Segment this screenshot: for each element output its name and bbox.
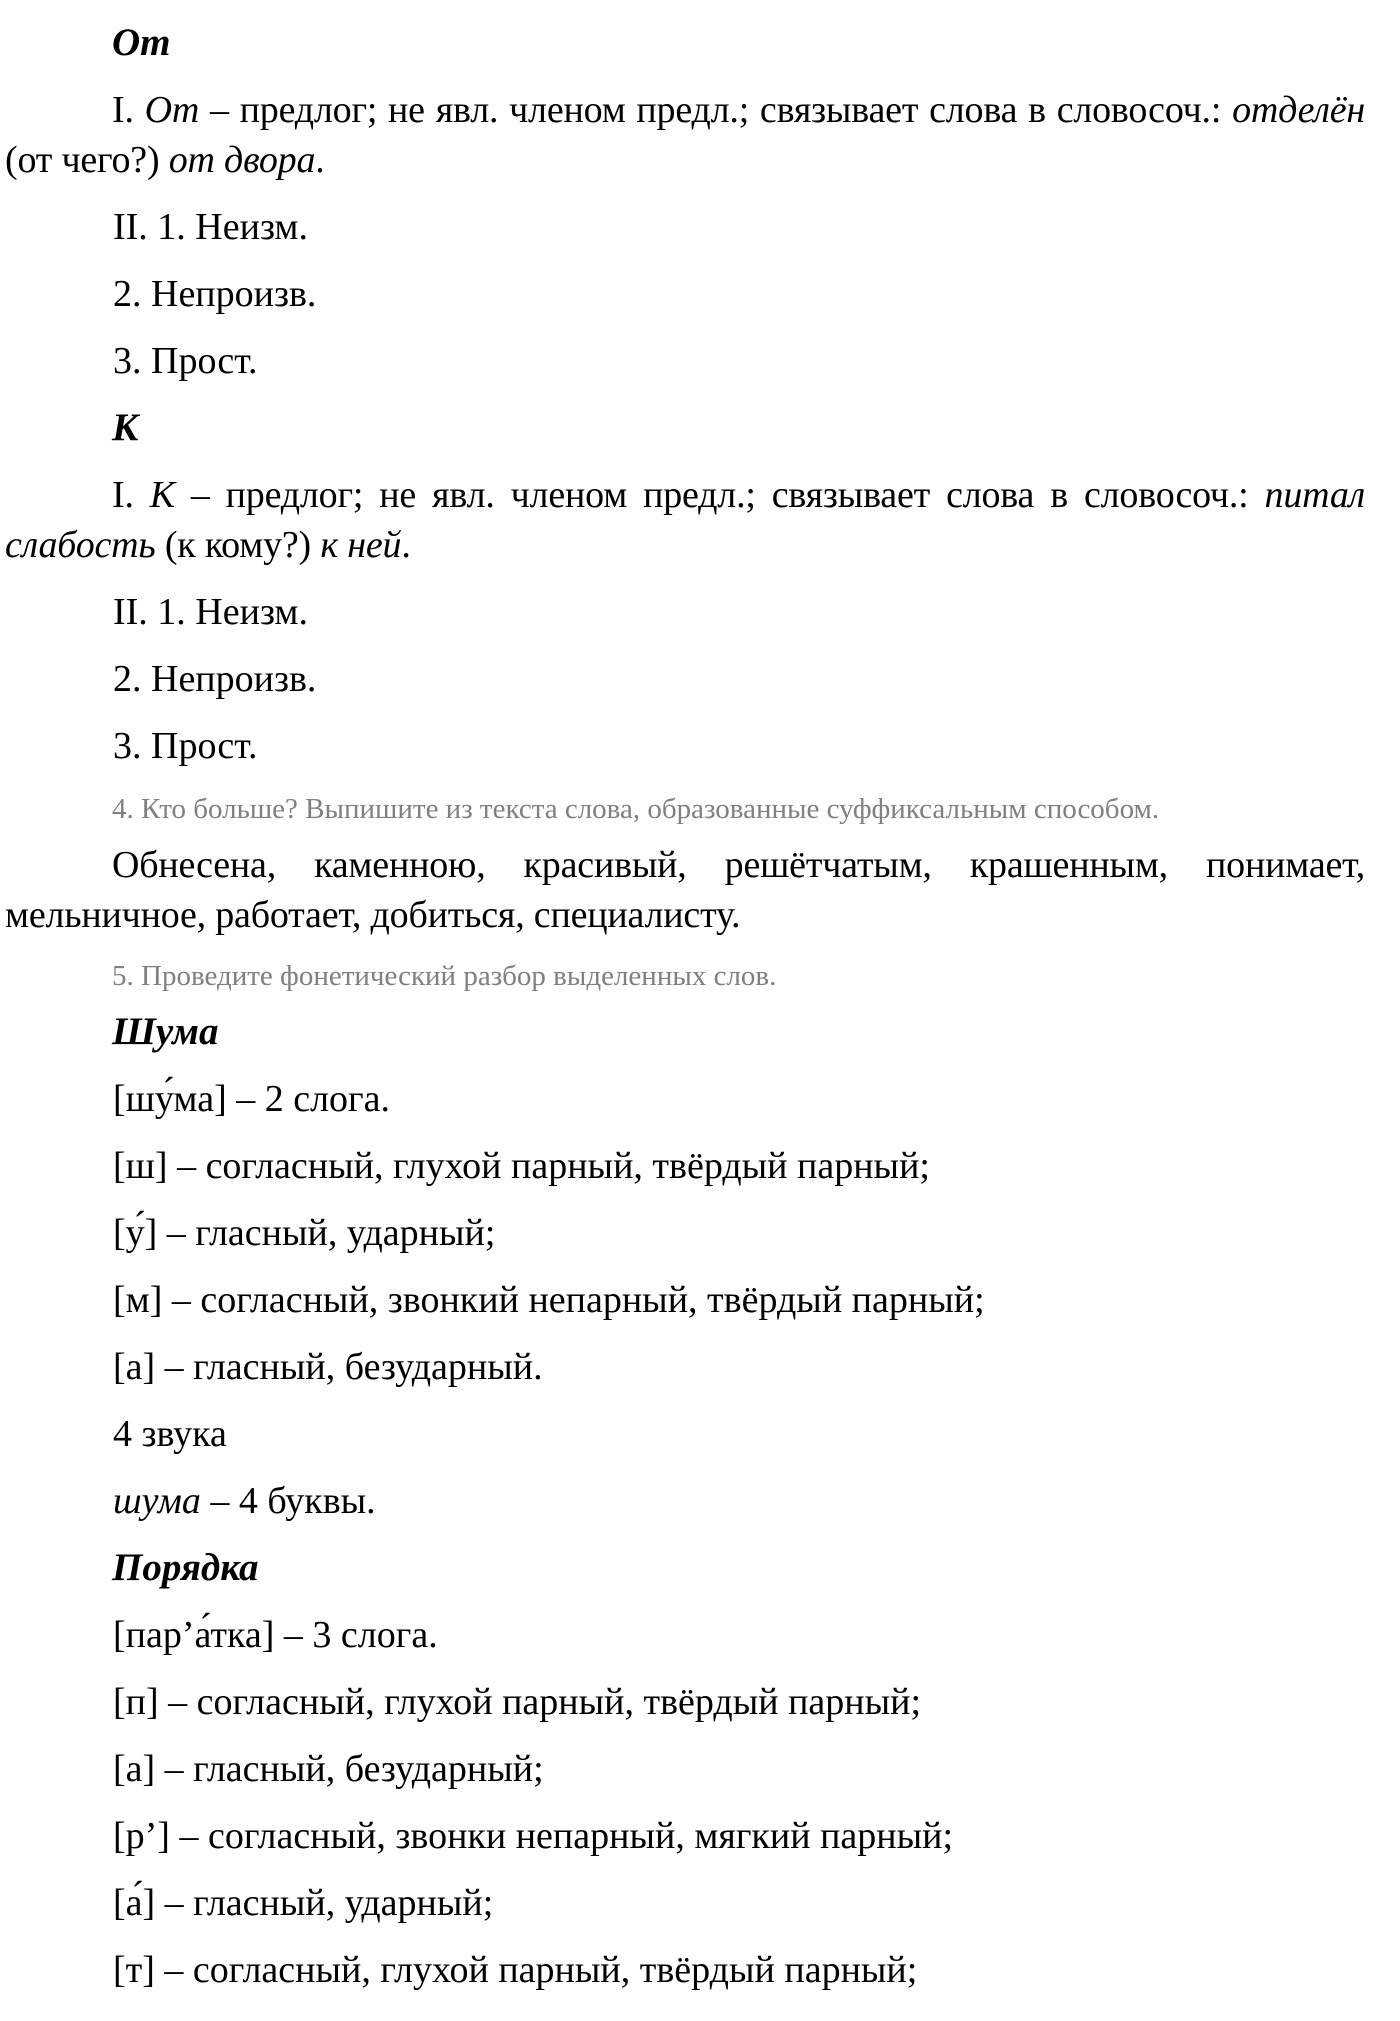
k-feature-2: 2. Непроизв. [113,658,317,700]
poryadka-line: [а́] – гласный, ударный; [113,1882,494,1924]
k-question: (к кому?) [155,524,321,566]
heading-k: К [112,406,139,449]
ot-feature-3: 3. Прост. [113,340,258,382]
heading-shuma: Шума [112,1010,219,1053]
ot-feature-2: 2. Непроизв. [113,273,317,315]
shuma-letter-count [5,1476,1365,1526]
ot-word: От [144,89,200,131]
k-example-1: питал слабость [5,474,1365,566]
k-word: К [149,474,175,516]
k-example-2: к ней [320,524,402,566]
shuma-line: [ш] – согласный, глухой парный, твёрдый парный; [113,1145,930,1187]
k-feature-3: 3. Прост. [113,725,258,767]
shuma-word: шума [113,1480,201,1522]
ot-example-1: отделён [1232,89,1366,131]
ot-text: – предлог; не явл. членом предл.; связывает слова в словосоч.: [199,89,1233,131]
k-feature-1: II. 1. Неизм. [113,591,308,633]
shuma-line: [у́] – гласный, ударный; [113,1212,496,1254]
poryadka-line: [т] – согласный, глухой парный, твёрдый парный; [113,1949,918,1991]
poryadka-line: [а] – гласный, безударный; [113,1748,544,1790]
poryadka-line: [п] – согласный, глухой парный, твёрдый парный; [113,1681,922,1723]
shuma-letters-text: – 4 буквы. [200,1480,376,1522]
ot-question: (от чего?) [5,139,169,181]
k-period: . [401,524,411,566]
document-page [5,18,1365,2012]
k-roman-numeral: I. [112,474,150,516]
heading-ot: От [112,21,171,64]
task-4-answer: Обнесена, каменною, красивый, решётчатым, крашенным, понимает, мельничное, работает, добиться, специалисту. [5,844,1365,936]
shuma-line: [шу́ма] – 2 слога. [113,1078,391,1120]
task-5-question: 5. Проведите фонетический разбор выделенных слов. [112,960,777,992]
ot-period: . [315,139,325,181]
poryadka-line: [р’] – согласный, звонки непарный, мягкий парный; [113,1815,954,1857]
ot-example-2: от двора [168,139,316,181]
task-4-question: 4. Кто больше? Выпишите из текста слова, образованные суффиксальным способом. [112,793,1160,825]
heading-poryadka: Порядка [112,1546,259,1589]
ot-description [5,85,1365,185]
ot-roman-numeral: I. [112,89,145,131]
ot-feature-1: II. 1. Неизм. [113,206,308,248]
shuma-line: [а] – гласный, безударный. [113,1346,543,1388]
k-text: – предлог; не явл. членом предл.; связывает слова в словосоч.: [174,474,1265,516]
k-description [5,470,1365,570]
shuma-sound-count: 4 звука [113,1413,227,1455]
poryadka-line: [пар’а́тка] – 3 слога. [113,1614,438,1656]
shuma-line: [м] – согласный, звонкий непарный, твёрдый парный; [113,1279,985,1321]
